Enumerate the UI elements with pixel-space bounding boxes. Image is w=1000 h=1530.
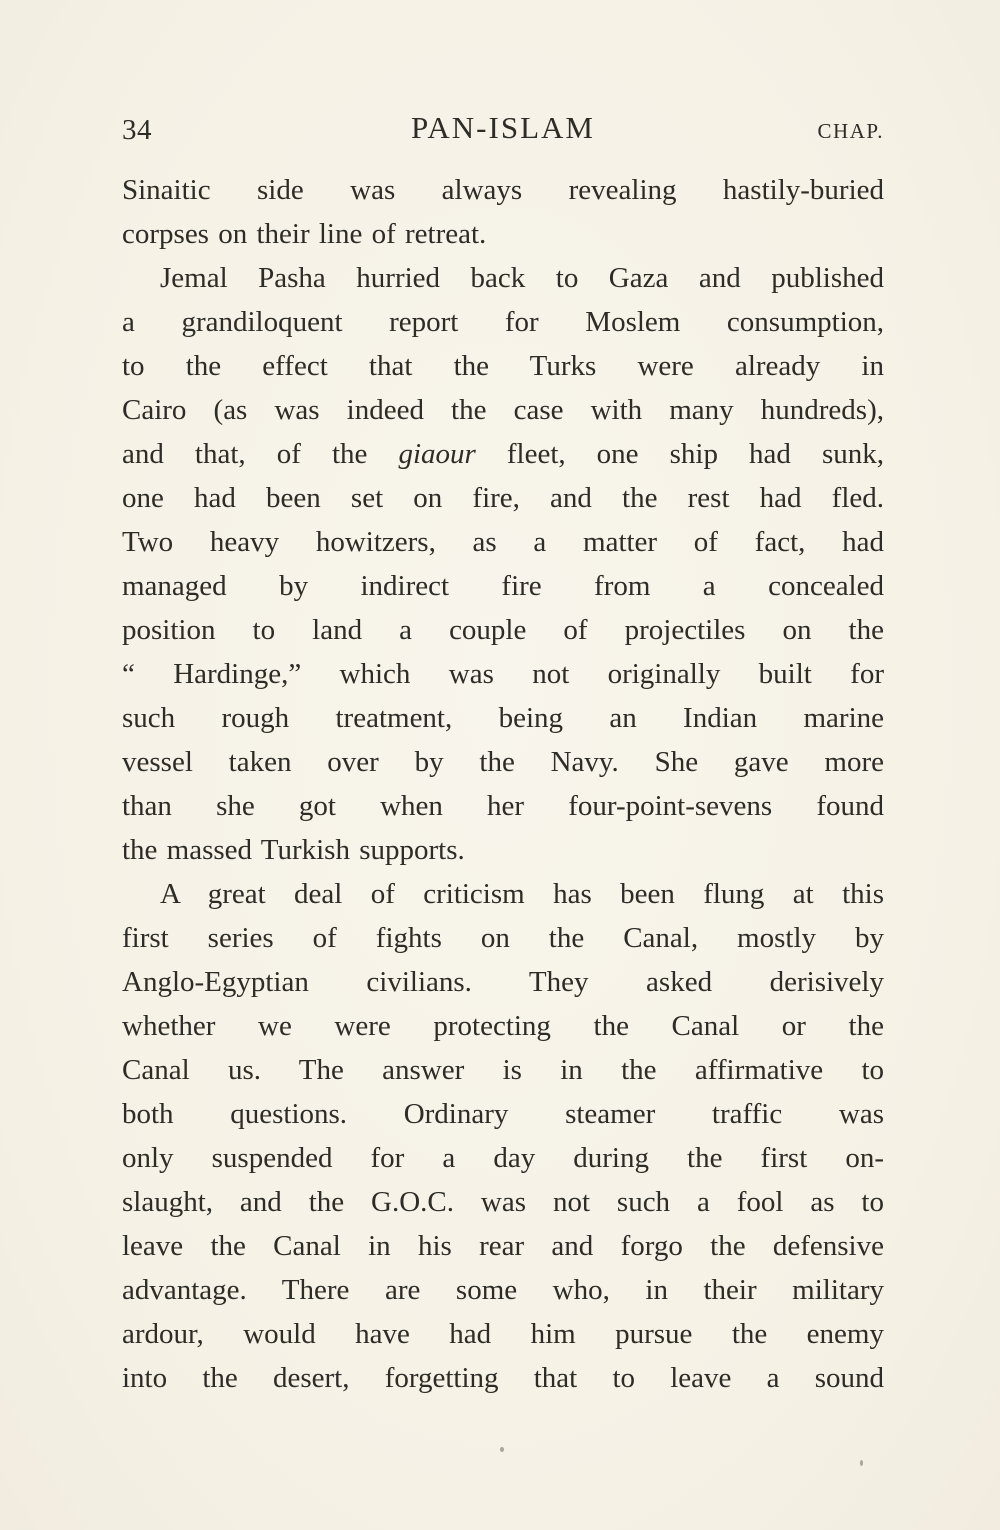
text-line: advantage. There are some who, in their military [122,1274,884,1306]
page-title: PAN-ISLAM [411,110,595,145]
text-line: Sinaitic side was always revealing hastily-buried [122,174,884,206]
text-line: Two heavy howitzers, as a matter of fact, had [122,526,884,558]
scan-artifact [860,1460,863,1466]
page-number: 34 [122,114,152,146]
text-line: vessel taken over by the Navy. She gave more [122,746,884,778]
chapter-label: CHAP. [817,119,884,143]
text-line: leave the Canal in his rear and forgo the defensive [122,1230,884,1262]
text-line: the massed Turkish supports. [122,834,465,866]
text-line: ardour, would have had him pursue the enemy [122,1318,884,1350]
text-line: one had been set on fire, and the rest had fled. [122,482,884,514]
text-line: corpses on their line of retreat. [122,218,487,250]
text-line: only suspended for a day during the first on- [122,1142,884,1174]
text-line: a grandiloquent report for Moslem consumption, [122,306,884,338]
text-line: than she got when her four-point-sevens found [122,790,884,822]
page-body [122,168,884,1400]
text-line: Anglo-Egyptian civilians. They asked derisively [122,966,884,998]
text-line: managed by indirect fire from a concealed [122,570,884,602]
text-line: position to land a couple of projectiles on the [122,614,884,646]
text-line: slaught, and the G.O.C. was not such a fool as to [122,1186,884,1218]
text-line: first series of fights on the Canal, mostly by [122,922,884,954]
text-line: into the desert, forgetting that to leave a sound [122,1362,884,1394]
text-line: “ Hardinge,” which was not originally built for [122,658,884,690]
text-line: A great deal of criticism has been flung at this [160,878,884,910]
text-line: to the effect that the Turks were already in [122,350,884,382]
paragraph [122,256,884,872]
text-line: Canal us. The answer is in the affirmative to [122,1054,884,1086]
text-line: such rough treatment, being an Indian marine [122,702,884,734]
paragraph [122,168,884,256]
text-line: whether we were protecting the Canal or the [122,1010,884,1042]
text-line: both questions. Ordinary steamer traffic was [122,1098,884,1130]
text-line: and that, of the giaour fleet, one ship had sunk, [122,438,884,470]
text-line: Cairo (as was indeed the case with many hundreds), [122,394,884,426]
text-line: Jemal Pasha hurried back to Gaza and published [160,262,884,294]
scan-artifact [500,1447,504,1452]
paragraph [122,872,884,1400]
running-head [122,108,884,152]
